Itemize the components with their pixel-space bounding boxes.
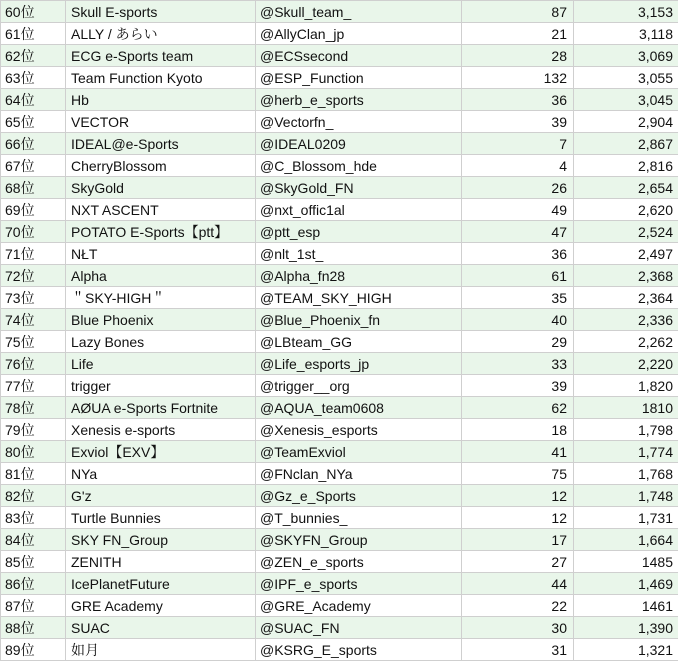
team-name-cell: Skull E-sports: [66, 1, 256, 23]
twitter-handle-cell: @IPF_e_sports: [256, 573, 462, 595]
table-row: [1, 375, 678, 397]
score-cell: 1,664: [574, 529, 678, 551]
rank-cell: 68位: [1, 177, 66, 199]
table-row: [1, 199, 678, 221]
rank-cell: 79位: [1, 419, 66, 441]
team-name-cell: NXT ASCENT: [66, 199, 256, 221]
rank-cell: 75位: [1, 331, 66, 353]
score-cell: 2,336: [574, 309, 678, 331]
rank-cell: 86位: [1, 573, 66, 595]
table-row: [1, 463, 678, 485]
twitter-handle-cell: @Life_esports_jp: [256, 353, 462, 375]
team-name-cell: Life: [66, 353, 256, 375]
table-row: [1, 243, 678, 265]
count-cell: 49: [462, 199, 574, 221]
score-cell: 3,045: [574, 89, 678, 111]
count-cell: 12: [462, 507, 574, 529]
score-cell: 1485: [574, 551, 678, 573]
count-cell: 75: [462, 463, 574, 485]
team-name-cell: 如月: [66, 639, 256, 661]
rank-cell: 72位: [1, 265, 66, 287]
score-cell: 2,368: [574, 265, 678, 287]
team-name-cell: trigger: [66, 375, 256, 397]
table-row: [1, 529, 678, 551]
twitter-handle-cell: @Gz_e_Sports: [256, 485, 462, 507]
score-cell: 1810: [574, 397, 678, 419]
team-name-cell: G'z: [66, 485, 256, 507]
rank-cell: 87位: [1, 595, 66, 617]
twitter-handle-cell: @Skull_team_: [256, 1, 462, 23]
team-name-cell: Xenesis e-sports: [66, 419, 256, 441]
table-row: [1, 507, 678, 529]
score-cell: 1,774: [574, 441, 678, 463]
twitter-handle-cell: @TeamExviol: [256, 441, 462, 463]
score-cell: 1,469: [574, 573, 678, 595]
team-name-cell: ZENITH: [66, 551, 256, 573]
score-cell: 2,867: [574, 133, 678, 155]
team-name-cell: Turtle Bunnies: [66, 507, 256, 529]
score-cell: 2,620: [574, 199, 678, 221]
twitter-handle-cell: @FNclan_NYa: [256, 463, 462, 485]
score-cell: 1,820: [574, 375, 678, 397]
rank-cell: 65位: [1, 111, 66, 133]
score-cell: 3,069: [574, 45, 678, 67]
table-row: [1, 441, 678, 463]
rank-cell: 64位: [1, 89, 66, 111]
count-cell: 33: [462, 353, 574, 375]
table-row: [1, 265, 678, 287]
team-name-cell: SkyGold: [66, 177, 256, 199]
score-cell: 1,748: [574, 485, 678, 507]
count-cell: 132: [462, 67, 574, 89]
count-cell: 41: [462, 441, 574, 463]
rank-cell: 70位: [1, 221, 66, 243]
team-name-cell: NYa: [66, 463, 256, 485]
count-cell: 47: [462, 221, 574, 243]
rank-cell: 80位: [1, 441, 66, 463]
score-cell: 1,768: [574, 463, 678, 485]
twitter-handle-cell: @SkyGold_FN: [256, 177, 462, 199]
score-cell: 3,055: [574, 67, 678, 89]
team-name-cell: IDEAL@e-Sports: [66, 133, 256, 155]
rank-cell: 67位: [1, 155, 66, 177]
table-row: [1, 67, 678, 89]
rank-cell: 71位: [1, 243, 66, 265]
count-cell: 61: [462, 265, 574, 287]
count-cell: 30: [462, 617, 574, 639]
team-name-cell: SUAC: [66, 617, 256, 639]
table-row: [1, 353, 678, 375]
rank-cell: 76位: [1, 353, 66, 375]
score-cell: 2,654: [574, 177, 678, 199]
count-cell: 18: [462, 419, 574, 441]
score-cell: 2,220: [574, 353, 678, 375]
table-row: [1, 89, 678, 111]
rank-cell: 81位: [1, 463, 66, 485]
score-cell: 2,364: [574, 287, 678, 309]
team-name-cell: AØUA e-Sports Fortnite: [66, 397, 256, 419]
table-row: [1, 595, 678, 617]
twitter-handle-cell: @Xenesis_esports: [256, 419, 462, 441]
count-cell: 35: [462, 287, 574, 309]
team-name-cell: SKY FN_Group: [66, 529, 256, 551]
table-row: [1, 221, 678, 243]
table-row: [1, 45, 678, 67]
team-name-cell: GRE Academy: [66, 595, 256, 617]
count-cell: 28: [462, 45, 574, 67]
rank-cell: 83位: [1, 507, 66, 529]
table-row: [1, 419, 678, 441]
rank-cell: 66位: [1, 133, 66, 155]
rank-cell: 89位: [1, 639, 66, 661]
team-name-cell: ＂SKY-HIGH＂: [66, 287, 256, 309]
rank-cell: 84位: [1, 529, 66, 551]
score-cell: 1461: [574, 595, 678, 617]
twitter-handle-cell: @SUAC_FN: [256, 617, 462, 639]
table-row: [1, 133, 678, 155]
team-name-cell: ECG e-Sports team: [66, 45, 256, 67]
table-row: [1, 1, 678, 23]
twitter-handle-cell: @herb_e_sports: [256, 89, 462, 111]
count-cell: 7: [462, 133, 574, 155]
team-name-cell: POTATO E-Sports【ptt】: [66, 221, 256, 243]
score-cell: 1,390: [574, 617, 678, 639]
table-row: [1, 639, 678, 661]
table-row: [1, 111, 678, 133]
rank-cell: 88位: [1, 617, 66, 639]
rank-cell: 62位: [1, 45, 66, 67]
rank-cell: 73位: [1, 287, 66, 309]
table-row: [1, 155, 678, 177]
score-cell: 3,118: [574, 23, 678, 45]
twitter-handle-cell: @Alpha_fn28: [256, 265, 462, 287]
rank-cell: 69位: [1, 199, 66, 221]
count-cell: 39: [462, 111, 574, 133]
team-name-cell: Team Function Kyoto: [66, 67, 256, 89]
team-name-cell: CherryBlossom: [66, 155, 256, 177]
twitter-handle-cell: @TEAM_SKY_HIGH: [256, 287, 462, 309]
twitter-handle-cell: @trigger__org: [256, 375, 462, 397]
team-name-cell: NŁT: [66, 243, 256, 265]
count-cell: 44: [462, 573, 574, 595]
count-cell: 36: [462, 89, 574, 111]
table-row: [1, 309, 678, 331]
table-row: [1, 177, 678, 199]
team-name-cell: ALLY / あらい: [66, 23, 256, 45]
table-row: [1, 287, 678, 309]
twitter-handle-cell: @ZEN_e_sports: [256, 551, 462, 573]
count-cell: 26: [462, 177, 574, 199]
rank-cell: 74位: [1, 309, 66, 331]
count-cell: 31: [462, 639, 574, 661]
score-cell: 2,816: [574, 155, 678, 177]
twitter-handle-cell: @nlt_1st_: [256, 243, 462, 265]
twitter-handle-cell: @nxt_offic1al: [256, 199, 462, 221]
rank-cell: 60位: [1, 1, 66, 23]
twitter-handle-cell: @C_Blossom_hde: [256, 155, 462, 177]
score-cell: 2,262: [574, 331, 678, 353]
table-row: [1, 397, 678, 419]
score-cell: 1,731: [574, 507, 678, 529]
twitter-handle-cell: @IDEAL0209: [256, 133, 462, 155]
score-cell: 2,904: [574, 111, 678, 133]
twitter-handle-cell: @Blue_Phoenix_fn: [256, 309, 462, 331]
count-cell: 21: [462, 23, 574, 45]
table-row: [1, 485, 678, 507]
score-cell: 2,497: [574, 243, 678, 265]
twitter-handle-cell: @ptt_esp: [256, 221, 462, 243]
team-name-cell: Lazy Bones: [66, 331, 256, 353]
team-name-cell: Hb: [66, 89, 256, 111]
count-cell: 22: [462, 595, 574, 617]
score-cell: 3,153: [574, 1, 678, 23]
twitter-handle-cell: @ECSsecond: [256, 45, 462, 67]
rank-cell: 82位: [1, 485, 66, 507]
score-cell: 1,321: [574, 639, 678, 661]
twitter-handle-cell: @KSRG_E_sports: [256, 639, 462, 661]
count-cell: 4: [462, 155, 574, 177]
twitter-handle-cell: @AQUA_team0608: [256, 397, 462, 419]
ranking-table-body: [1, 1, 678, 661]
rank-cell: 63位: [1, 67, 66, 89]
twitter-handle-cell: @LBteam_GG: [256, 331, 462, 353]
twitter-handle-cell: @ESP_Function: [256, 67, 462, 89]
count-cell: 40: [462, 309, 574, 331]
twitter-handle-cell: @T_bunnies_: [256, 507, 462, 529]
team-name-cell: IcePlanetFuture: [66, 573, 256, 595]
table-row: [1, 551, 678, 573]
count-cell: 62: [462, 397, 574, 419]
table-row: [1, 573, 678, 595]
rank-cell: 85位: [1, 551, 66, 573]
twitter-handle-cell: @Vectorfn_: [256, 111, 462, 133]
twitter-handle-cell: @AllyClan_jp: [256, 23, 462, 45]
team-name-cell: Exviol【EXV】: [66, 441, 256, 463]
count-cell: 12: [462, 485, 574, 507]
table-row: [1, 617, 678, 639]
team-name-cell: VECTOR: [66, 111, 256, 133]
score-cell: 1,798: [574, 419, 678, 441]
count-cell: 39: [462, 375, 574, 397]
rank-cell: 77位: [1, 375, 66, 397]
count-cell: 17: [462, 529, 574, 551]
count-cell: 87: [462, 1, 574, 23]
count-cell: 36: [462, 243, 574, 265]
count-cell: 27: [462, 551, 574, 573]
team-name-cell: Alpha: [66, 265, 256, 287]
score-cell: 2,524: [574, 221, 678, 243]
table-row: [1, 331, 678, 353]
rank-cell: 78位: [1, 397, 66, 419]
team-name-cell: Blue Phoenix: [66, 309, 256, 331]
twitter-handle-cell: @GRE_Academy: [256, 595, 462, 617]
count-cell: 29: [462, 331, 574, 353]
rank-cell: 61位: [1, 23, 66, 45]
table-row: [1, 23, 678, 45]
twitter-handle-cell: @SKYFN_Group: [256, 529, 462, 551]
